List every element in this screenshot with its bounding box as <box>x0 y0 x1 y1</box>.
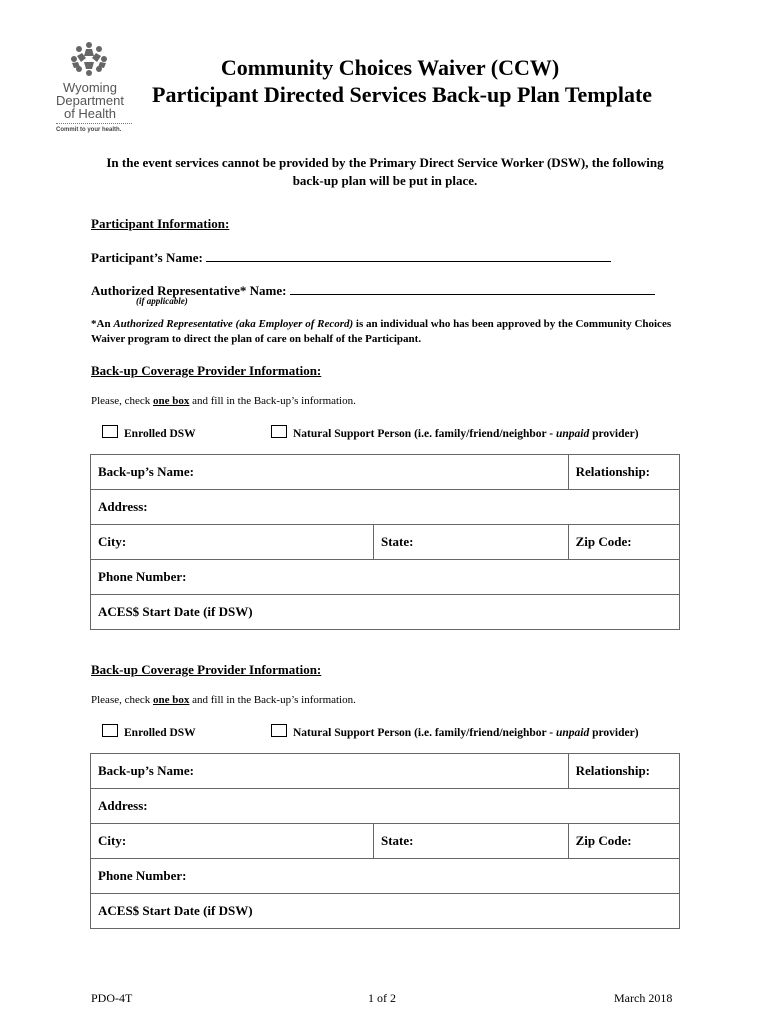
logo-line-2: Department <box>56 93 124 108</box>
participant-info-heading: Participant Information: <box>91 216 230 231</box>
footer-page-number: 1 of 2 <box>368 991 396 1005</box>
backup-1-natural-support-option[interactable]: Natural Support Person (i.e. family/friend/neighbor - unpaid provider) <box>271 425 639 440</box>
page-title-line-1: Community Choices Waiver (CCW) <box>220 55 560 80</box>
intro-text: In the event services cannot be provided by the Primary Direct Service Worker (DSW), the following back-up plan will be put in place. <box>106 155 664 188</box>
backup-2-address-cell[interactable]: Address: <box>91 789 680 824</box>
backup-2-natural-support-option[interactable]: Natural Support Person (i.e. family/friend/neighbor - unpaid provider) <box>271 724 639 739</box>
backup-2-form-table <box>90 753 680 929</box>
backup-2-phone-cell[interactable]: Phone Number: <box>91 859 680 894</box>
backup-1-form-table <box>90 454 680 630</box>
backup-1-heading: Back-up Coverage Provider Information: <box>91 363 322 378</box>
checkbox[interactable] <box>271 425 287 438</box>
logo-line-3: of Health <box>63 106 117 121</box>
auth-rep-label: Authorized Representative* Name: <box>91 283 287 298</box>
backup-1-city-cell[interactable]: City: <box>91 525 374 560</box>
backup-1-zip-cell[interactable]: Zip Code: <box>568 525 679 560</box>
backup-1-name-cell[interactable]: Back-up’s Name: <box>91 455 569 490</box>
backup-1-relationship-cell[interactable]: Relationship: <box>568 455 679 490</box>
backup-2-enrolled-dsw-option[interactable]: Enrolled DSW <box>102 724 196 739</box>
backup-1-instruction: Please, check one box and fill in the Back-up’s information. <box>91 395 356 407</box>
backup-2-aces-cell[interactable]: ACES$ Start Date (if DSW) <box>91 894 680 929</box>
if-applicable-note: (if applicable) <box>136 296 188 306</box>
backup-1-state-cell[interactable]: State: <box>374 525 569 560</box>
page-title-line-2: Participant Directed Services Back-up Plan Template <box>152 82 653 107</box>
logo-tagline: Commit to your health. <box>56 127 122 133</box>
backup-1-address-cell[interactable]: Address: <box>91 490 680 525</box>
backup-2-state-cell[interactable]: State: <box>374 824 569 859</box>
participant-name-label: Participant’s Name: <box>91 250 203 265</box>
logo-divider <box>56 123 132 124</box>
backup-1-phone-cell[interactable]: Phone Number: <box>91 560 680 595</box>
backup-2-city-cell[interactable]: City: <box>91 824 374 859</box>
checkbox[interactable] <box>271 724 287 737</box>
backup-2-zip-cell[interactable]: Zip Code: <box>568 824 679 859</box>
footer-form-id: PDO-4T <box>91 991 133 1005</box>
backup-2-instruction: Please, check one box and fill in the Back-up’s information. <box>91 694 356 706</box>
participant-name-row <box>91 249 611 266</box>
backup-2-relationship-cell[interactable]: Relationship: <box>568 754 679 789</box>
footer-date: March 2018 <box>614 991 673 1005</box>
checkbox[interactable] <box>102 724 118 737</box>
checkbox[interactable] <box>102 425 118 438</box>
auth-rep-field[interactable] <box>290 282 655 295</box>
logo-line-1: Wyoming <box>62 80 118 95</box>
backup-2-name-cell[interactable]: Back-up’s Name: <box>91 754 569 789</box>
auth-rep-definition: *An Authorized Representative (aka Employer of Record) is an individual who has been approved by the Community Choices Waiver program to direct the plan of care on behalf of the Participant. <box>91 318 672 345</box>
participant-name-field[interactable] <box>206 249 611 262</box>
backup-1-aces-cell[interactable]: ACES$ Start Date (if DSW) <box>91 595 680 630</box>
backup-1-enrolled-dsw-option[interactable]: Enrolled DSW <box>102 425 196 440</box>
backup-2-heading: Back-up Coverage Provider Information: <box>91 662 322 677</box>
